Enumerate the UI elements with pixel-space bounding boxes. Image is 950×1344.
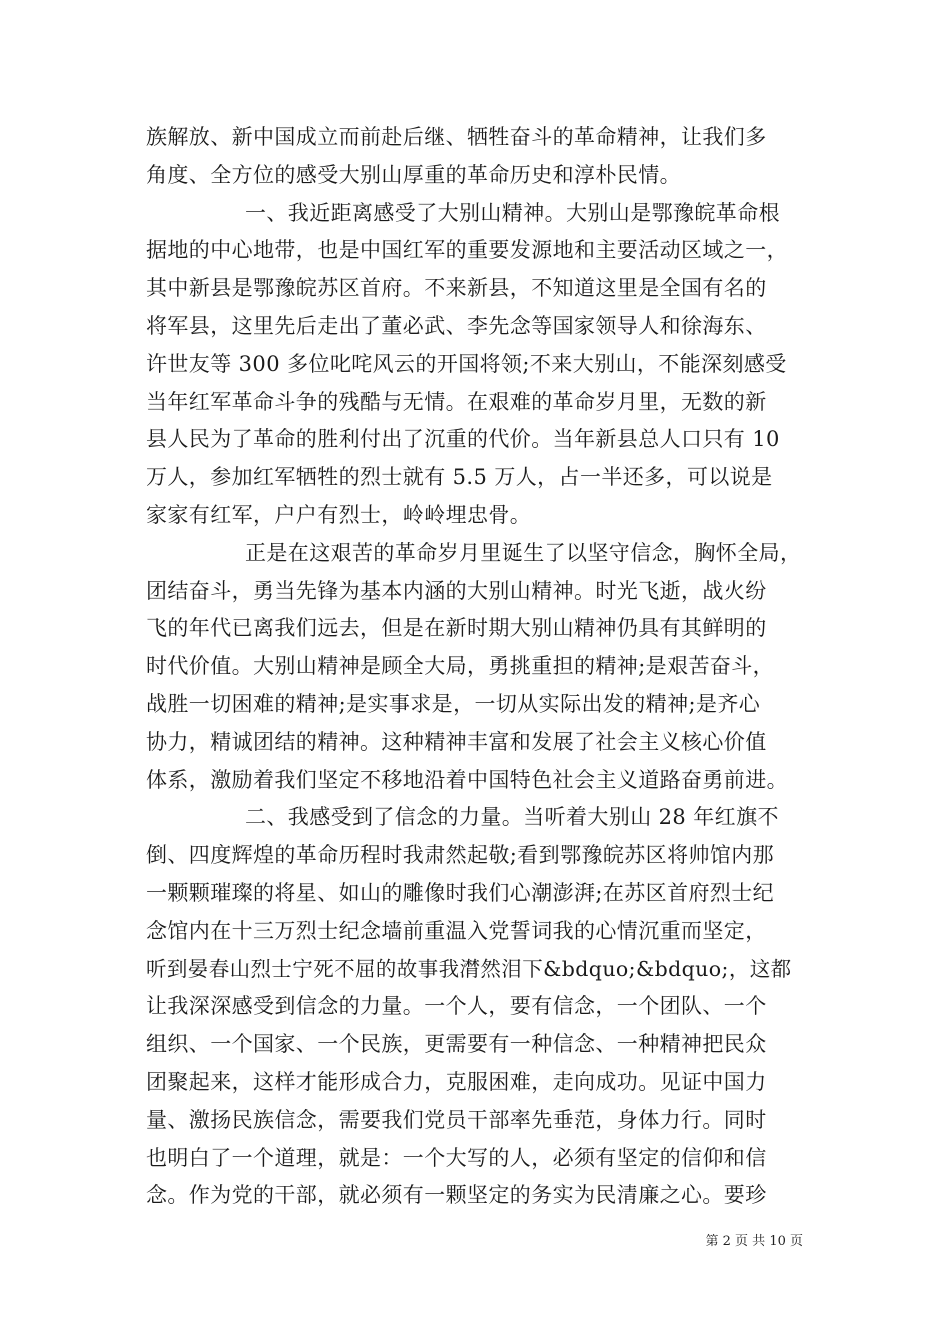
page-number: 第 2 页 共 10 页 [705,1234,803,1249]
paragraph-2-first-line: 正是在这艰苦的革命岁月里诞生了以坚守信念，胸怀全局， [245,541,802,565]
text-line: 据地的中心地带，也是中国红军的重要发源地和主要活动区域之一， [146,238,788,262]
text-line: 也明白了一个道理，就是：一个大写的人，必须有坚定的信仰和信 [146,1146,767,1170]
text-line: 万人，参加红军牺牲的烈士就有 5.5 万人，占一半还多，可以说是 [146,465,773,489]
text-line: 一颗颗璀璨的将星、如山的雕像时我们心潮澎湃;在苏区首府烈士纪 [146,881,775,905]
text-line: 其中新县是鄂豫皖苏区首府。不来新县，不知道这里是全国有名的 [146,276,767,300]
text-line: 团聚起来，这样才能形成合力，克服困难，走向成功。见证中国力 [146,1070,767,1094]
text-line: 念馆内在十三万烈士纪念墙前重温入党誓词我的心情沉重而坚定， [146,919,767,943]
text-line: 让我深深感受到信念的力量。一个人，要有信念，一个团队、一个 [146,994,767,1018]
text-line: 体系，激励着我们坚定不移地沿着中国特色社会主义道路奋勇前进。 [146,768,788,792]
text-line: 县人民为了革命的胜利付出了沉重的代价。当年新县总人口只有 10 [146,427,780,451]
text-line: 家家有红军，户户有烈士，岭岭埋忠骨。 [146,503,532,527]
text-line: 团结奋斗，勇当先锋为基本内涵的大别山精神。时光飞逝，战火纷 [146,579,767,603]
paragraph-1-first-line: 一、我近距离感受了大别山精神。大别山是鄂豫皖革命根 [245,201,780,225]
text-line: 将军县，这里先后走出了董必武、李先念等国家领导人和徐海东、 [146,314,767,338]
text-line: 族解放、新中国成立而前赴后继、牺牲奋斗的革命精神，让我们多 [146,125,767,149]
text-line: 战胜一切困难的精神;是实事求是，一切从实际出发的精神;是齐心 [146,692,761,716]
text-line: 倒、四度辉煌的革命历程时我肃然起敬;看到鄂豫皖苏区将帅馆内那 [146,843,775,867]
text-line: 飞的年代已离我们远去，但是在新时期大别山精神仍具有其鲜明的 [146,616,767,640]
text-line: 时代价值。大别山精神是顾全大局，勇挑重担的精神;是艰苦奋斗， [146,654,775,678]
text-line: 念。作为党的干部，就必须有一颗坚定的务实为民清廉之心。要珍 [146,1183,767,1207]
text-line: 量、激扬民族信念，需要我们党员干部率先垂范，身体力行。同时 [146,1108,767,1132]
text-line: 当年红军革命斗争的残酷与无情。在艰难的革命岁月里，无数的新 [146,390,767,414]
text-line: 角度、全方位的感受大别山厚重的革命历史和淳朴民情。 [146,163,681,187]
text-line: 组织、一个国家、一个民族，更需要有一种信念、一种精神把民众 [146,1032,767,1056]
paragraph-3-first-line: 二、我感受到了信念的力量。当听着大别山 28 年红旗不 [245,805,779,829]
text-line: 协力，精诚团结的精神。这种精神丰富和发展了社会主义核心价值 [146,730,767,754]
text-line: 许世友等 300 多位叱咤风云的开国将领;不来大别山，不能深刻感受 [146,352,787,376]
text-line: 听到晏春山烈士宁死不屈的故事我潸然泪下&bdquo;&bdquo;，这都 [146,957,792,981]
